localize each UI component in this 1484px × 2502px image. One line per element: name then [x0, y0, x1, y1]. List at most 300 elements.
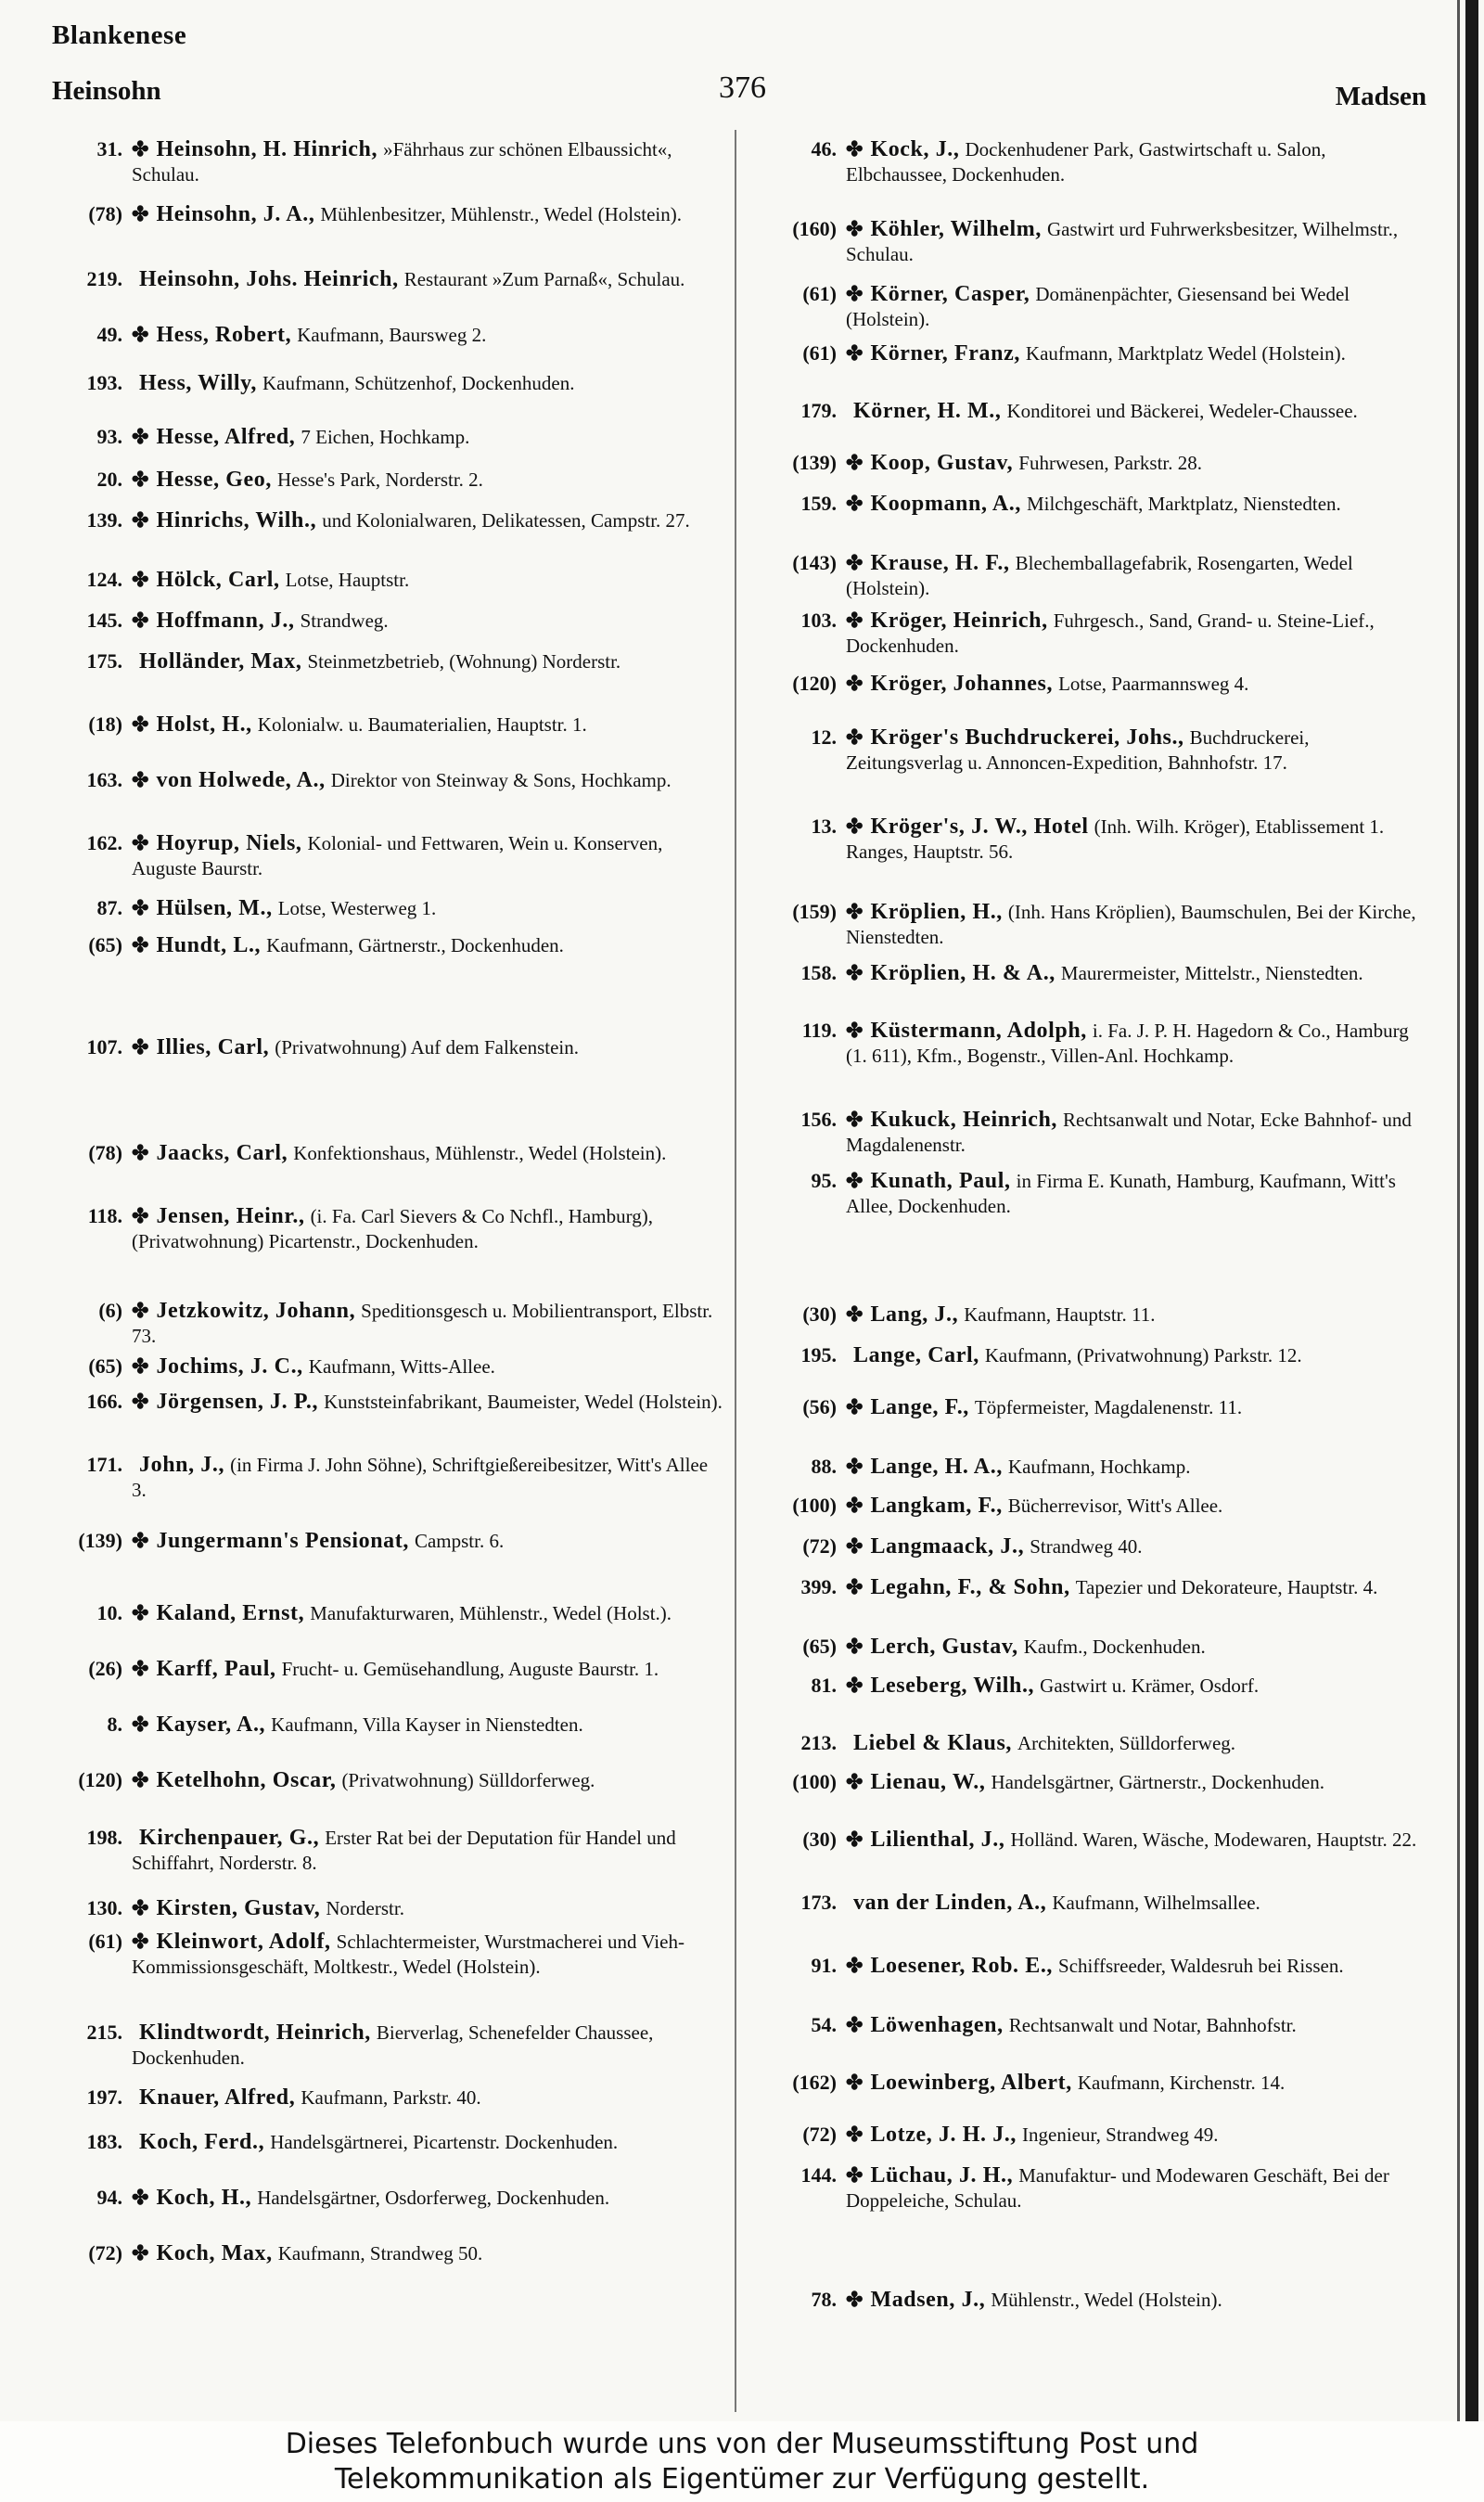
telephone-mark-icon: ✤ [846, 451, 864, 474]
entry-text [132, 425, 725, 450]
entry-number: 10. [96, 1601, 122, 1624]
entry-text [846, 341, 1428, 366]
entry-text [846, 1494, 1428, 1519]
subscriber-details: in Firma E. Kunath, Hamburg, Kaufmann, Witt's Allee, Dockenhuden. [846, 1170, 1396, 1217]
entry-text [846, 672, 1428, 697]
telephone-mark-icon: ✤ [846, 341, 864, 365]
telephone-mark-icon: ✤ [846, 1770, 864, 1793]
telephone-mark-icon: ✤ [132, 1601, 149, 1624]
entry-number: (100) [792, 1770, 837, 1793]
entry-number: (78) [88, 202, 122, 225]
telephone-mark-icon: ✤ [132, 933, 149, 956]
entry-text [132, 1453, 725, 1503]
subscriber-name: Lerch, Gustav, [870, 1635, 1018, 1659]
subscriber-name: Kukuck, Heinrich, [870, 1108, 1058, 1132]
entry-text [846, 2071, 1428, 2096]
subscriber-details: Steinmetzbetrieb, (Wohnung) Norderstr. [307, 650, 621, 673]
subscriber-details: Campstr. 6. [414, 1530, 505, 1552]
subscriber-name: Kunath, Paul, [870, 1169, 1011, 1193]
telephone-mark-icon: ✤ [132, 202, 149, 225]
subscriber-details: Kaufmann, Wilhelmsallee. [1052, 1892, 1260, 1914]
entry-number: 173. [800, 1891, 837, 1914]
subscriber-name: Kleinwort, Adolf, [156, 1930, 331, 1954]
telephone-mark-icon: ✤ [846, 2288, 864, 2311]
entry-text [846, 551, 1428, 601]
entry-number: (65) [88, 933, 122, 956]
telephone-mark-icon: ✤ [132, 1141, 149, 1164]
subscriber-details: Direktor von Steinway & Sons, Hochkamp. [330, 769, 672, 791]
entry-number: (65) [802, 1635, 837, 1658]
entry-text [132, 1768, 725, 1793]
subscriber-details: Kaufmann, Baursweg 2. [297, 324, 487, 346]
entry-number: 31. [96, 137, 122, 160]
entry-number: 12. [811, 725, 837, 749]
telephone-mark-icon: ✤ [132, 1768, 149, 1791]
telephone-mark-icon: ✤ [846, 2163, 864, 2187]
subscriber-details: (Privatwohnung) Auf dem Falkenstein. [275, 1036, 580, 1059]
telephone-mark-icon: ✤ [132, 323, 149, 346]
entry-text [846, 961, 1428, 986]
subscriber-name: Knauer, Alfred, [139, 2085, 296, 2110]
subscriber-name: Kröger's, J. W., Hotel [870, 815, 1089, 839]
subscriber-name: Lilienthal, J., [870, 1828, 1005, 1852]
subscriber-name: Hess, Willy, [139, 371, 258, 395]
entry-number: (61) [88, 1930, 122, 1953]
subscriber-details: Fuhrwesen, Parkstr. 28. [1018, 452, 1203, 474]
subscriber-details: Rechtsanwalt und Notar, Ecke Bahnhof- und Magdalenenstr. [846, 1109, 1412, 1156]
entry-text [132, 2241, 725, 2266]
entry-text [132, 267, 725, 292]
entry-text [846, 1019, 1428, 1069]
entry-text [132, 1826, 725, 1876]
subscriber-details: Kaufmann, Parkstr. 40. [301, 2086, 481, 2109]
entry-number: 183. [86, 2130, 122, 2153]
subscriber-name: Heinsohn, Johs. Heinrich, [139, 267, 399, 291]
subscriber-name: Kröger's Buchdruckerei, Johs., [870, 725, 1184, 750]
telephone-mark-icon: ✤ [132, 1930, 149, 1953]
subscriber-details: und Kolonialwaren, Delikatessen, Campstr. 27. [322, 509, 690, 532]
subscriber-name: Koop, Gustav, [870, 451, 1014, 475]
subscriber-details: Schlachtermeister, Wurstmacherei und Vieh-Kommissionsgeschäft, Moltkestr., Wedel (Holstein). [132, 1931, 684, 1978]
subscriber-details: Konditorei und Bäckerei, Wedeler-Chaussee. [1006, 400, 1358, 422]
subscriber-name: van der Linden, A., [853, 1891, 1047, 1915]
entry-text [846, 137, 1428, 187]
entry-number: 130. [86, 1896, 122, 1919]
subscriber-name: Körner, H. M., [853, 399, 1002, 423]
subscriber-details: Kaufmann, (Privatwohnung) Parkstr. 12. [984, 1344, 1302, 1366]
entry-number: (160) [792, 217, 837, 240]
entry-text [846, 399, 1428, 424]
entry-number: 219. [86, 267, 122, 290]
entry-number: 197. [86, 2085, 122, 2109]
subscriber-details: (Inh. Hans Kröplien), Baumschulen, Bei der Kirche, Nienstedten. [846, 901, 1416, 948]
subscriber-name: Hesse, Geo, [156, 468, 273, 492]
entry-text [846, 282, 1428, 332]
entry-text [846, 1302, 1428, 1328]
subscriber-name: Jungermann's Pensionat, [156, 1529, 409, 1553]
subscriber-name: Lang, J., [870, 1302, 959, 1327]
entry-number: (30) [802, 1828, 837, 1851]
entry-number: 179. [800, 399, 837, 422]
subscriber-name: Jensen, Heinr., [156, 1204, 305, 1228]
entry-text [132, 1930, 725, 1980]
telephone-mark-icon: ✤ [846, 1534, 864, 1558]
entry-text [846, 2123, 1428, 2148]
entry-text [846, 900, 1428, 950]
subscriber-name: Kaland, Ernst, [156, 1601, 305, 1625]
entry-number: 81. [811, 1674, 837, 1697]
subscriber-details: (Inh. Wilh. Kröger), Etablissement 1. Ranges, Hauptstr. 56. [846, 815, 1385, 863]
entry-text [132, 1035, 725, 1060]
subscriber-name: Holländer, Max, [139, 649, 302, 674]
subscriber-name: Hesse, Alfred, [156, 425, 296, 449]
entry-text [846, 1954, 1428, 1979]
subscriber-details: Norderstr. [326, 1897, 404, 1919]
entry-text [132, 1141, 725, 1166]
subscriber-name: Jörgensen, J. P., [156, 1390, 319, 1414]
entry-number: (139) [78, 1529, 122, 1552]
entry-text [132, 1601, 725, 1626]
subscriber-name: Hinrichs, Wilh., [156, 508, 317, 532]
subscriber-name: Lange, F., [870, 1395, 969, 1419]
entry-number: 399. [800, 1575, 837, 1598]
entry-number: 163. [86, 768, 122, 791]
page-edge-line [1457, 0, 1460, 2421]
telephone-mark-icon: ✤ [846, 2071, 864, 2094]
subscriber-details: Blechemballagefabrik, Rosengarten, Wedel (Holstein). [846, 552, 1353, 599]
subscriber-name: Kock, J., [870, 137, 960, 161]
entry-number: 95. [811, 1169, 837, 1192]
subscriber-name: Kayser, A., [156, 1713, 266, 1737]
subscriber-name: Krause, H. F., [870, 551, 1010, 575]
subscriber-details: Manufaktur- und Modewaren Geschäft, Bei der Doppeleiche, Schulau. [846, 2164, 1389, 2212]
telephone-mark-icon: ✤ [846, 900, 864, 923]
entry-text [846, 2288, 1428, 2313]
subscriber-name: Lienau, W., [870, 1770, 986, 1794]
subscriber-details: Lotse, Westerweg 1. [277, 897, 437, 919]
telephone-mark-icon: ✤ [132, 508, 149, 532]
entry-text [846, 1395, 1428, 1420]
entry-text [132, 896, 725, 921]
subscriber-name: John, J., [139, 1453, 225, 1477]
entry-number: 162. [86, 831, 122, 854]
subscriber-details: Buchdruckerei, Zeitungsverlag u. Annoncen-Expedition, Bahnhofstr. 17. [846, 726, 1310, 774]
subscriber-name: Koch, Ferd., [139, 2130, 265, 2154]
subscriber-details: Kaufmann, Hochkamp. [1007, 1456, 1191, 1478]
subscriber-details: Konfektionshaus, Mühlenstr., Wedel (Holstein). [293, 1142, 667, 1164]
entry-number: (120) [78, 1768, 122, 1791]
subscriber-details: Strandweg. [300, 609, 389, 632]
subscriber-name: Lotze, J. H. J., [870, 2123, 1017, 2147]
subscriber-details: Domänenpächter, Giesensand bei Wedel (Holstein). [846, 283, 1350, 330]
subscriber-details: Architekten, Sülldorferweg. [1017, 1732, 1236, 1754]
entry-text [132, 649, 725, 674]
telephone-mark-icon: ✤ [846, 672, 864, 695]
subscriber-details: Kolonialw. u. Baumaterialien, Hauptstr. 1. [257, 713, 587, 736]
subscriber-details: Strandweg 40. [1030, 1535, 1143, 1558]
telephone-mark-icon: ✤ [846, 1575, 864, 1598]
entry-number: (72) [802, 2123, 837, 2146]
subscriber-name: Körner, Franz, [870, 341, 1020, 366]
entry-number: (65) [88, 1354, 122, 1378]
entry-text [132, 323, 725, 348]
subscriber-name: Langmaack, J., [870, 1534, 1025, 1559]
entry-text [846, 2163, 1428, 2213]
subscriber-name: Hülsen, M., [156, 896, 273, 920]
subscriber-name: Holst, H., [156, 712, 252, 737]
entry-text [846, 609, 1428, 659]
entry-number: (72) [88, 2241, 122, 2265]
subscriber-details: Töpfermeister, Magdalenenstr. 11. [974, 1396, 1243, 1418]
subscriber-details: Mühlenbesitzer, Mühlenstr., Wedel (Holstein). [320, 203, 683, 225]
entry-number: (18) [88, 712, 122, 736]
entry-text [846, 1575, 1428, 1600]
subscriber-name: Karff, Paul, [156, 1657, 276, 1681]
telephone-mark-icon: ✤ [846, 609, 864, 632]
entry-text [132, 1390, 725, 1415]
subscriber-name: Klindtwordt, Heinrich, [139, 2021, 371, 2045]
telephone-mark-icon: ✤ [132, 609, 149, 632]
telephone-mark-icon: ✤ [132, 1354, 149, 1378]
telephone-mark-icon: ✤ [846, 137, 864, 160]
page-edge-shadow [1465, 0, 1478, 2421]
running-head-right: Madsen [1335, 82, 1426, 111]
entry-number: (162) [792, 2071, 837, 2094]
entry-text [132, 768, 725, 793]
telephone-mark-icon: ✤ [132, 137, 149, 160]
entry-text [846, 492, 1428, 517]
entry-text [132, 831, 725, 881]
subscriber-name: Koch, Max, [156, 2241, 273, 2265]
subscriber-name: Hundt, L., [156, 933, 262, 957]
running-head-place: Blankenese [52, 20, 187, 50]
telephone-mark-icon: ✤ [132, 468, 149, 491]
subscriber-details: Dockenhudener Park, Gastwirtschaft u. Salon, Elbchaussee, Dockenhuden. [846, 138, 1326, 186]
subscriber-name: Langkam, F., [870, 1494, 1003, 1518]
subscriber-name: Jaacks, Carl, [156, 1141, 288, 1165]
subscriber-name: Körner, Casper, [870, 282, 1030, 306]
entry-number: 91. [811, 1954, 837, 1977]
subscriber-details: Fuhrgesch., Sand, Grand- u. Steine-Lief., Dockenhuden. [846, 609, 1375, 657]
entry-number: 118. [87, 1204, 122, 1227]
telephone-mark-icon: ✤ [846, 2013, 864, 2036]
telephone-mark-icon: ✤ [846, 1455, 864, 1478]
subscriber-details: Handelsgärtnerei, Picartenstr. Dockenhuden. [270, 2131, 619, 2153]
subscriber-name: Hölck, Carl, [156, 568, 280, 592]
subscriber-details: Mühlenstr., Wedel (Holstein). [991, 2289, 1222, 2311]
entry-text [132, 1713, 725, 1738]
entry-text [846, 1343, 1428, 1368]
telephone-mark-icon: ✤ [132, 1896, 149, 1919]
telephone-mark-icon: ✤ [132, 1529, 149, 1552]
entry-number: 20. [96, 468, 122, 491]
entry-text [132, 568, 725, 593]
telephone-mark-icon: ✤ [132, 1657, 149, 1680]
entry-number: 78. [811, 2288, 837, 2311]
subscriber-details: Bierverlag, Schenefelder Chaussee, Dockenhuden. [132, 2021, 654, 2069]
telephone-mark-icon: ✤ [132, 768, 149, 791]
subscriber-details: Gastwirt u. Krämer, Osdorf. [1040, 1674, 1260, 1697]
subscriber-details: 7 Eichen, Hochkamp. [301, 426, 470, 448]
entry-number: 144. [800, 2163, 837, 2187]
telephone-mark-icon: ✤ [132, 831, 149, 854]
subscriber-name: Loesener, Rob. E., [870, 1954, 1054, 1978]
telephone-mark-icon: ✤ [132, 1390, 149, 1413]
subscriber-details: Kaufmann, Gärtnerstr., Dockenhuden. [266, 934, 564, 956]
subscriber-name: von Holwede, A., [156, 768, 326, 792]
subscriber-details: Gastwirt urd Fuhrwerksbesitzer, Wilhelmstr., Schulau. [846, 218, 1399, 265]
telephone-mark-icon: ✤ [132, 2241, 149, 2265]
entry-text [846, 1828, 1428, 1853]
entry-number: 46. [811, 137, 837, 160]
subscriber-details: Kaufmann, Strandweg 50. [277, 2242, 483, 2265]
telephone-mark-icon: ✤ [132, 2186, 149, 2209]
subscriber-name: Heinsohn, H. Hinrich, [156, 137, 378, 161]
subscriber-details: Schiffsreeder, Waldesruh bei Rissen. [1058, 1955, 1344, 1977]
subscriber-details: Kaufmann, Kirchenstr. 14. [1077, 2072, 1286, 2094]
entry-number: 159. [800, 492, 837, 515]
subscriber-name: Köhler, Wilhelm, [870, 217, 1042, 241]
entry-text [846, 217, 1428, 267]
entry-number: 213. [800, 1731, 837, 1754]
telephone-mark-icon: ✤ [132, 568, 149, 591]
subscriber-name: Loewinberg, Albert, [870, 2071, 1072, 2095]
subscriber-name: Lange, H. A., [870, 1455, 1003, 1479]
telephone-mark-icon: ✤ [846, 2123, 864, 2146]
subscriber-name: Madsen, J., [870, 2288, 986, 2312]
entry-text [132, 468, 725, 493]
subscriber-details: Bücherrevisor, Witt's Allee. [1007, 1495, 1223, 1517]
entry-number: (26) [88, 1657, 122, 1680]
subscriber-details: Manufakturwaren, Mühlenstr., Wedel (Holst.). [310, 1602, 672, 1624]
subscriber-name: Lange, Carl, [853, 1343, 979, 1367]
subscriber-details: Kaufmann, Villa Kayser in Nienstedten. [271, 1713, 583, 1736]
entry-number: 87. [96, 896, 122, 919]
subscriber-name: Jetzkowitz, Johann, [156, 1299, 356, 1323]
telephone-mark-icon: ✤ [846, 1395, 864, 1418]
subscriber-details: Milchgeschäft, Marktplatz, Nienstedten. [1026, 493, 1341, 515]
entry-number: 139. [86, 508, 122, 532]
telephone-mark-icon: ✤ [132, 425, 149, 448]
telephone-mark-icon: ✤ [132, 712, 149, 736]
subscriber-name: Liebel & Klaus, [853, 1731, 1013, 1755]
subscriber-name: Küstermann, Adolph, [870, 1019, 1087, 1043]
telephone-mark-icon: ✤ [846, 1954, 864, 1977]
subscriber-details: Restaurant »Zum Parnaß«, Schulau. [403, 268, 685, 290]
subscriber-details: Erster Rat bei der Deputation für Handel und Schiffahrt, Norderstr. 8. [132, 1827, 676, 1874]
telephone-mark-icon: ✤ [846, 1494, 864, 1517]
entry-text [132, 2085, 725, 2111]
subscriber-details: Kaufmann, Schützenhof, Dockenhuden. [262, 372, 575, 394]
entry-number: 8. [107, 1713, 122, 1736]
subscriber-name: Lüchau, J. H., [870, 2163, 1014, 2188]
telephone-mark-icon: ✤ [846, 492, 864, 515]
entry-text [132, 1529, 725, 1554]
subscriber-name: Legahn, F., & Sohn, [870, 1575, 1070, 1599]
telephone-mark-icon: ✤ [846, 1019, 864, 1042]
entry-number: 175. [86, 649, 122, 673]
entry-number: 107. [86, 1035, 122, 1059]
entry-number: 198. [86, 1826, 122, 1849]
entry-text [846, 1674, 1428, 1699]
subscriber-name: Illies, Carl, [156, 1035, 270, 1059]
telephone-mark-icon: ✤ [846, 1828, 864, 1851]
entry-text [846, 1635, 1428, 1660]
entry-text [132, 2186, 725, 2211]
page-number: 376 [719, 71, 766, 105]
entry-number: (56) [802, 1395, 837, 1418]
subscriber-name: Kröger, Heinrich, [870, 609, 1048, 633]
entry-text [132, 371, 725, 396]
telephone-mark-icon: ✤ [846, 282, 864, 305]
subscriber-details: Kaufm., Dockenhuden. [1023, 1636, 1206, 1658]
entry-number: 54. [811, 2013, 837, 2036]
subscriber-details: (in Firma J. John Söhne), Schriftgießereibesitzer, Witt's Allee 3. [132, 1454, 709, 1501]
entry-number: 13. [811, 815, 837, 838]
entry-text [846, 2013, 1428, 2038]
telephone-mark-icon: ✤ [846, 1108, 864, 1131]
subscriber-name: Hoffmann, J., [156, 609, 295, 633]
entry-number: 195. [800, 1343, 837, 1366]
entry-number: (143) [792, 551, 837, 574]
telephone-mark-icon: ✤ [846, 551, 864, 574]
entry-text [132, 933, 725, 958]
entry-number: (120) [792, 672, 837, 695]
entry-number: 145. [86, 609, 122, 632]
subscriber-details: Kaufmann, Hauptstr. 11. [964, 1303, 1156, 1326]
footer-line-1: Dieses Telefonbuch wurde uns von der Museumsstiftung Post und [285, 2428, 1199, 2460]
entry-number: (61) [802, 341, 837, 365]
telephone-mark-icon: ✤ [132, 1035, 149, 1059]
entry-number: 119. [801, 1019, 837, 1042]
subscriber-details: i. Fa. J. P. H. Hagedorn & Co., Hamburg (1. 611), Kfm., Bogenstr., Villen-Anl. Hochkamp. [846, 1020, 1409, 1067]
entry-number: 49. [96, 323, 122, 346]
subscriber-name: Löwenhagen, [870, 2013, 1004, 2037]
telephone-mark-icon: ✤ [846, 1674, 864, 1697]
entry-text [846, 1169, 1428, 1219]
subscriber-name: Koch, H., [156, 2186, 252, 2210]
subscriber-details: Kolonial- und Fettwaren, Wein u. Konserven, Auguste Baurstr. [132, 832, 663, 879]
entry-text [132, 609, 725, 634]
telephone-mark-icon: ✤ [846, 217, 864, 240]
subscriber-name: Heinsohn, J. A., [156, 202, 315, 226]
entry-text [846, 1455, 1428, 1480]
running-head-left: Heinsohn [52, 76, 161, 106]
entry-text [846, 451, 1428, 476]
entry-number: 171. [86, 1453, 122, 1476]
subscriber-details: Kaufmann, Marktplatz Wedel (Holstein). [1025, 342, 1346, 365]
telephone-mark-icon: ✤ [132, 1299, 149, 1322]
subscriber-name: Kröplien, H. & A., [870, 961, 1055, 985]
entry-text [132, 1657, 725, 1682]
subscriber-name: Kirchenpauer, G., [139, 1826, 320, 1850]
entry-text [846, 1534, 1428, 1559]
entry-number: (72) [802, 1534, 837, 1558]
subscriber-details: Hesse's Park, Norderstr. 2. [277, 468, 483, 491]
footer-notice [0, 2421, 1484, 2502]
entry-number: (139) [792, 451, 837, 474]
column-divider [735, 130, 736, 2412]
subscriber-name: Kirsten, Gustav, [156, 1896, 321, 1920]
telephone-mark-icon: ✤ [846, 815, 864, 838]
subscriber-details: Speditionsgesch u. Mobilientransport, Elbstr. 73. [132, 1300, 713, 1347]
entry-number: 93. [96, 425, 122, 448]
subscriber-details: Handelsgärtner, Gärtnerstr., Dockenhuden. [991, 1771, 1324, 1793]
entry-number: 166. [86, 1390, 122, 1413]
telephone-mark-icon: ✤ [846, 1302, 864, 1326]
telephone-mark-icon: ✤ [846, 725, 864, 749]
entry-text [846, 1108, 1428, 1158]
